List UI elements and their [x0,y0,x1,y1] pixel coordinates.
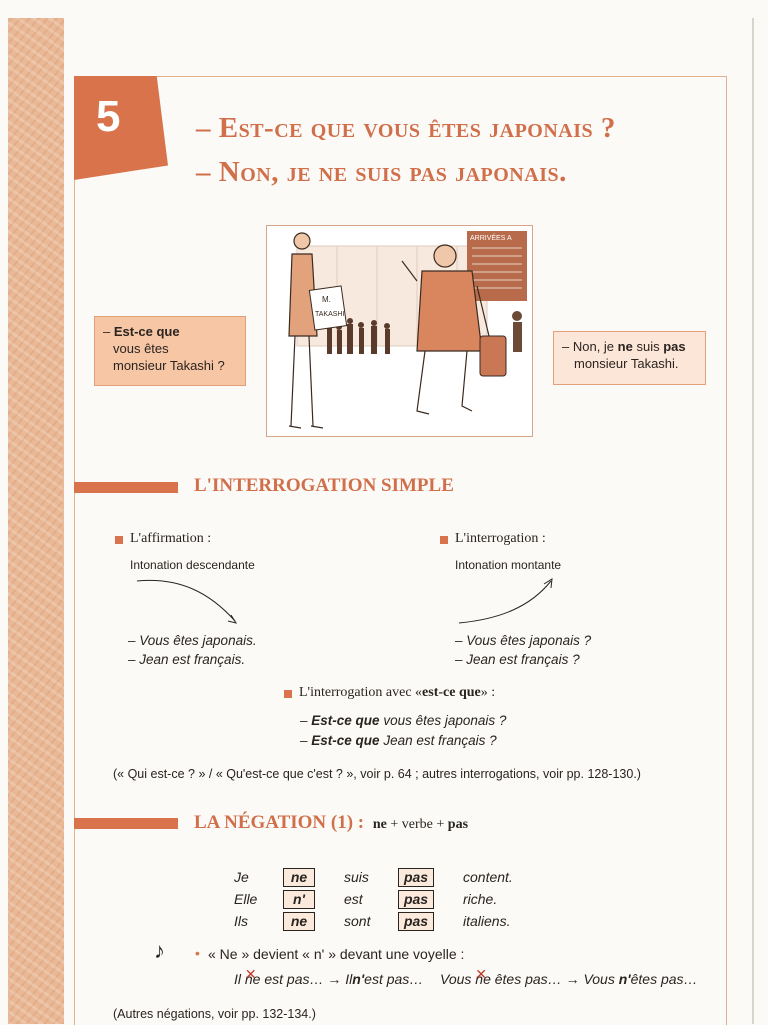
conj-verb: suis [344,869,369,885]
interrogation-example: – Jean est français ? [455,652,580,667]
ex-bold-n: n' [352,971,365,987]
elision-example-il [234,971,423,987]
formula-ne: ne [372,817,387,832]
conj-ne-box: ne [283,912,315,931]
bubble-ne: ne [617,339,633,354]
affirmation-subtitle: Intonation descendante [130,558,255,572]
bubble-estceque: Est-ce que [113,324,180,339]
lesson-number-tab [74,76,168,180]
dash: – [103,324,111,339]
negation-reference: (Autres négations, voir pp. 132-134.) [113,1007,316,1021]
affirmation-example: – Jean est français. [128,652,246,667]
affirmation-example: – Vous êtes japonais. [128,633,257,648]
ex-bold-n: n' [618,971,631,987]
conj-ne-box: n' [283,890,315,909]
estceque-example [300,733,497,748]
bubble-line3: monsieur Takashi ? [113,358,225,373]
bubble-text: – Non, je [562,339,615,354]
falling-intonation-arrow [135,575,245,630]
conj-pas-box: pas [398,890,434,909]
speech-bubble-answer [553,331,706,385]
bullet-square [115,536,123,544]
board-text: ARRIVÉES A [470,235,512,242]
estceque-rest: vous êtes japonais ? [383,713,507,728]
name-sign [309,286,346,330]
ex-text: Vous [440,971,472,987]
conj-subject: Elle [234,891,258,907]
bubble-pas: pas [663,339,686,354]
estceque-rest: Jean est français ? [383,733,497,748]
ex-text: êtes pas… [630,971,698,987]
affirmation-label: L'affirmation : [130,531,212,546]
negation-title: LA NÉGATION (1) : [194,812,365,833]
interrogation-label: L'interrogation : [455,531,546,546]
conj-adjective: riche. [463,891,498,907]
estceque-label-pre: L'interrogation avec « [299,685,423,700]
interrogation-reference: (« Qui est-ce ? » / « Qu'est-ce que c'est ? », voir p. 64 ; autres interrogations, voir pp. 128-130.) [113,767,641,781]
conj-ne-box: ne [283,868,315,887]
conj-verb: sont [344,913,371,929]
interrogation-subtitle: Intonation montante [455,558,562,572]
section-title-interrogation: L'INTERROGATION SIMPLE [194,475,454,496]
conj-verb: est [344,891,363,907]
estceque-label [299,685,495,701]
rising-intonation-arrow [455,575,565,630]
airport-illustration [266,225,533,437]
audio-note-icon: ♪ [154,938,165,963]
bubble-verb: suis [636,339,660,354]
bubble-line2: monsieur Takashi. [574,356,679,371]
lesson-title-question: – Est-ce que vous êtes japonais ? [196,112,616,144]
ex-text: est pas… → Il [264,971,353,987]
struck-ne: ne ✕ [245,971,261,987]
negation-formula [373,817,468,832]
page-right-edge [752,18,754,1024]
dash: – [300,713,308,728]
bullet-square [284,690,292,698]
ex-text: Il [234,971,241,987]
illustration-drawing [267,226,532,436]
speech-bubble-question [94,316,246,386]
conj-pas-box: pas [398,912,434,931]
conj-adjective: italiens. [463,913,511,929]
struck-ne: ne ✕ [475,971,491,987]
ex-text: est pas… [364,971,424,987]
formula-mid: + verbe + [390,817,445,832]
elision-note: « Ne » devient « n' » devant une voyelle : [208,946,465,962]
ex-text: êtes pas… → Vous [494,971,615,987]
elision-example-vous [440,971,698,987]
estceque-example [300,713,506,728]
bullet-square [440,536,448,544]
lesson-number: 5 [96,92,121,141]
lesson-title-answer: – Non, je ne suis pas japonais. [196,156,567,188]
conj-pas-box: pas [398,868,434,887]
estceque-bold: Est-ce que [311,733,380,748]
page-edge-strip [8,18,64,1024]
sign-text-name: TAKASHI [315,311,345,318]
section-title-negation [194,812,468,834]
dash: – [300,733,308,748]
bubble-line2: vous êtes [113,341,169,356]
note-bullet: • [195,945,200,961]
estceque-label-bold: est-ce que [422,685,481,700]
suitcase [480,336,506,376]
conj-subject: Je [234,869,249,885]
estceque-bold: Est-ce que [311,713,380,728]
formula-pas: pas [447,817,469,832]
sign-text-m: M. [322,295,331,304]
section-bar-interrogation [74,482,178,493]
conj-subject: Ils [234,913,248,929]
interrogation-example: – Vous êtes japonais ? [455,633,592,648]
estceque-label-post: » : [480,685,496,700]
conj-adjective: content. [463,869,513,885]
section-bar-negation [74,818,178,829]
